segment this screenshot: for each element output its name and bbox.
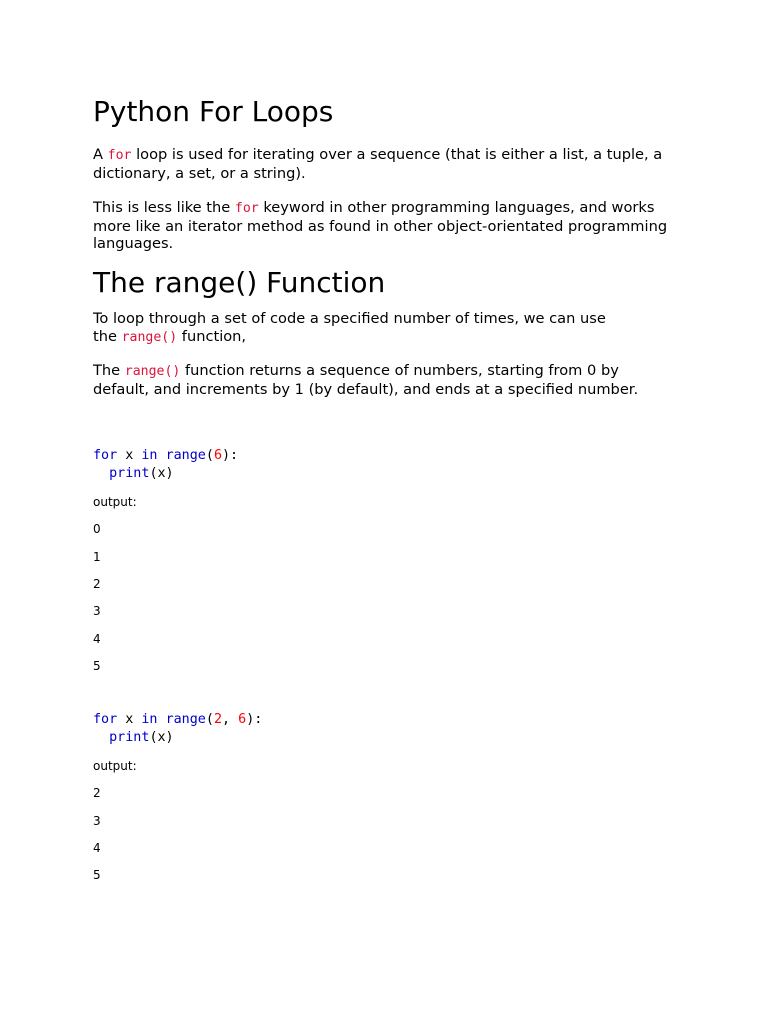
output-value: 5: [93, 659, 101, 673]
for-keyword-inline: for: [107, 148, 132, 163]
output-value: 1: [93, 550, 101, 564]
code-keyword-in: in: [141, 712, 158, 727]
code-example-2: [93, 711, 262, 747]
code-function-range: range: [165, 712, 206, 727]
intro-text-end: loop is used for iterating over a sequence (that is either a list, a tuple, a dictionary, a set, or a string).: [93, 146, 663, 182]
range-intro-text-end: function,: [177, 327, 247, 345]
comparison-text-start: This is less like the: [93, 199, 235, 216]
code-function-range: range: [165, 448, 206, 463]
page-title: Python For Loops: [93, 95, 334, 128]
code-paren-open: (: [205, 712, 214, 727]
for-keyword-inline: for: [234, 201, 259, 216]
code-print-args: (x): [149, 466, 174, 481]
output-value: 4: [93, 632, 101, 646]
range-keyword-inline: range(): [121, 329, 178, 345]
code-number: 6: [238, 712, 247, 727]
intro-text-start: A: [93, 146, 108, 163]
code-print-args: (x): [149, 730, 174, 745]
range-description-text-end: function returns a sequence of numbers, starting from 0 by default, and increments by 1 (by default), and ends at a specified number.: [93, 362, 639, 398]
intro-paragraph: [93, 146, 683, 182]
output-value: 2: [93, 577, 101, 591]
output-value: 3: [93, 814, 101, 828]
code-keyword-for: for: [93, 712, 118, 727]
code-comma: ,: [222, 712, 239, 727]
code-function-print: print: [109, 730, 150, 745]
range-description-paragraph: [93, 362, 663, 398]
output-label: output:: [93, 759, 137, 773]
code-number: 6: [213, 448, 222, 463]
output-value: 2: [93, 786, 101, 800]
output-value: 4: [93, 841, 101, 855]
range-description-text-start: The: [93, 362, 125, 379]
code-indent: [93, 730, 109, 745]
comparison-text-end: keyword in other programming languages, and works more like an iterator method as found in other object-orientated programming languages.: [93, 199, 668, 252]
code-keyword-in: in: [141, 448, 158, 463]
output-value: 0: [93, 522, 101, 536]
code-paren-close: ):: [222, 448, 239, 463]
code-variable: x: [117, 712, 142, 727]
code-paren-close: ):: [246, 712, 263, 727]
output-label: output:: [93, 495, 137, 509]
code-number: 2: [213, 712, 222, 727]
code-indent: [93, 466, 109, 481]
code-variable: x: [117, 448, 142, 463]
output-value: 3: [93, 604, 101, 618]
output-value: 5: [93, 868, 101, 882]
range-intro-paragraph: [93, 310, 623, 346]
code-space: [158, 712, 166, 727]
code-example-1: [93, 447, 238, 483]
comparison-paragraph: [93, 199, 683, 253]
code-paren-open: (: [205, 448, 214, 463]
code-function-print: print: [109, 466, 150, 481]
section-title: The range() Function: [93, 266, 386, 299]
code-keyword-for: for: [93, 448, 118, 463]
range-intro-text-start: To loop through a set of code a specified number of times, we can use the: [93, 310, 606, 345]
code-space: [158, 448, 166, 463]
range-keyword-inline: range(): [124, 364, 181, 379]
